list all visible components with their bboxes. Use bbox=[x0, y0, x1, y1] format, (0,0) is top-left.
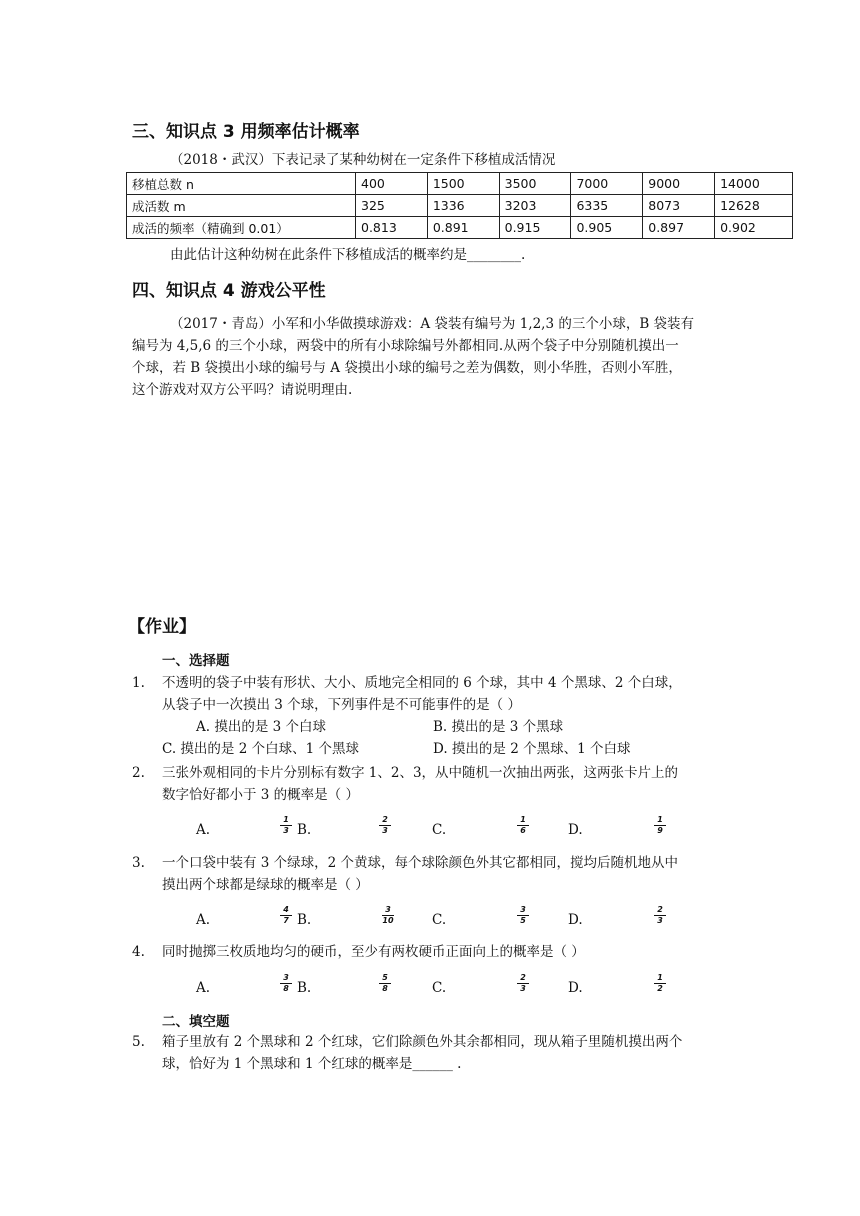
option-d: D. 摸出的是 2 个黑球、1 个白球 bbox=[433, 741, 631, 757]
option-c: C. bbox=[432, 912, 447, 928]
question-number: 2. bbox=[132, 765, 145, 781]
part-2-heading: 二、填空题 bbox=[162, 1014, 230, 1030]
question-text: 箱子里放有 2 个黑球和 2 个红球，它们除颜色外其余都相同，现从箱子里随机摸出两个 bbox=[162, 1034, 683, 1050]
table-cell: 14000 bbox=[715, 173, 793, 195]
table-cell: 8073 bbox=[643, 195, 715, 217]
fraction: 2 3 bbox=[379, 816, 391, 835]
question-number: 4. bbox=[132, 944, 145, 960]
table-cell: 400 bbox=[356, 173, 428, 195]
fraction: 1 9 bbox=[654, 816, 666, 835]
option-a: A. bbox=[196, 980, 211, 996]
question-text: 三张外观相同的卡片分别标有数字 1、2、3，从中随机一次抽出两张，这两张卡片上的 bbox=[162, 765, 679, 781]
question-text: 数字恰好都小于 3 的概率是（ ） bbox=[162, 787, 359, 803]
fraction: 1 2 bbox=[654, 974, 666, 993]
option-a: A. bbox=[196, 822, 211, 838]
question-text: 从袋子中一次摸出 3 个球，下列事件是不可能事件的是（ ） bbox=[162, 697, 521, 713]
table-cell: 325 bbox=[356, 195, 428, 217]
table-cell: 成活数 m bbox=[127, 195, 356, 217]
table-cell: 0.905 bbox=[571, 217, 643, 239]
table-cell: 9000 bbox=[643, 173, 715, 195]
table-cell: 3203 bbox=[499, 195, 571, 217]
fraction: 3 8 bbox=[280, 974, 292, 993]
option-c: C. bbox=[432, 822, 447, 838]
option-d: D. bbox=[568, 912, 583, 928]
option-b: B. 摸出的是 3 个黑球 bbox=[433, 719, 564, 735]
option-b: B. bbox=[297, 980, 312, 996]
question-text: 摸出两个球都是绿球的概率是（ ） bbox=[162, 877, 369, 893]
table-cell: 12628 bbox=[715, 195, 793, 217]
table-row bbox=[127, 173, 793, 195]
fraction: 1 6 bbox=[517, 816, 529, 835]
table-row bbox=[127, 195, 793, 217]
fraction: 2 3 bbox=[654, 906, 666, 925]
part-1-heading: 一、选择题 bbox=[162, 653, 230, 669]
fraction: 2 3 bbox=[517, 974, 529, 993]
section-4-line: 这个游戏对双方公平吗？请说明理由. bbox=[132, 382, 353, 398]
section-3-title: 三、知识点 3 用频率估计概率 bbox=[132, 122, 360, 142]
option-b: B. bbox=[297, 822, 312, 838]
section-4-line: 编号为 4,5,6 的三个小球，两袋中的所有小球除编号外都相同.从两个袋子中分别随机摸出一 bbox=[132, 338, 679, 354]
option-d: D. bbox=[568, 980, 583, 996]
table-cell: 1336 bbox=[427, 195, 499, 217]
table-cell: 6335 bbox=[571, 195, 643, 217]
option-a: A. 摸出的是 3 个白球 bbox=[196, 719, 327, 735]
table-cell: 0.891 bbox=[427, 217, 499, 239]
option-c: C. bbox=[432, 980, 447, 996]
fraction: 1 3 bbox=[280, 816, 292, 835]
table-cell: 7000 bbox=[571, 173, 643, 195]
question-text: 一个口袋中装有 3 个绿球，2 个黄球，每个球除颜色外其它都相同，搅均后随机地从中 bbox=[162, 855, 679, 871]
fraction: 3 10 bbox=[382, 905, 394, 925]
homework-title: 【作业】 bbox=[128, 617, 196, 637]
table-cell: 1500 bbox=[427, 173, 499, 195]
table-cell: 移植总数 n bbox=[127, 173, 356, 195]
table-cell: 0.897 bbox=[643, 217, 715, 239]
fraction: 4 7 bbox=[280, 906, 292, 925]
section-4-line: （2017・青岛）小军和小华做摸球游戏：A 袋装有编号为 1,2,3 的三个小球，B 袋装有 bbox=[170, 316, 695, 332]
question-number: 1. bbox=[132, 675, 145, 691]
question-number: 5. bbox=[132, 1034, 145, 1050]
option-c: C. 摸出的是 2 个白球、1 个黑球 bbox=[162, 741, 359, 757]
table-cell: 0.813 bbox=[356, 217, 428, 239]
section-4-line: 个球，若 B 袋摸出小球的编号与 A 袋摸出小球的编号之差为偶数，则小华胜，否则小军胜， bbox=[132, 360, 682, 376]
table-cell: 3500 bbox=[499, 173, 571, 195]
option-d: D. bbox=[568, 822, 583, 838]
survival-table bbox=[126, 172, 793, 239]
question-text: 不透明的袋子中装有形状、大小、质地完全相同的 6 个球，其中 4 个黑球、2 个白球， bbox=[162, 675, 682, 691]
fraction: 3 5 bbox=[517, 906, 529, 925]
section-3-intro: （2018・武汉）下表记录了某种幼树在一定条件下移植成活情况 bbox=[170, 152, 556, 168]
table-cell: 0.902 bbox=[715, 217, 793, 239]
question-text: 球，恰好为 1 个黑球和 1 个红球的概率是______ . bbox=[162, 1056, 462, 1072]
section-4-title: 四、知识点 4 游戏公平性 bbox=[132, 281, 326, 301]
option-a: A. bbox=[196, 912, 211, 928]
table-cell: 0.915 bbox=[499, 217, 571, 239]
option-b: B. bbox=[297, 912, 312, 928]
question-text: 同时抛掷三枚质地均匀的硬币，至少有两枚硬币正面向上的概率是（ ） bbox=[162, 944, 585, 960]
table-row bbox=[127, 217, 793, 239]
table-cell: 成活的频率（精确到 0.01） bbox=[127, 217, 356, 239]
fraction: 5 8 bbox=[379, 974, 391, 993]
section-3-conclusion: 由此估计这种幼树在此条件下移植成活的概率约是________. bbox=[170, 247, 526, 263]
question-number: 3. bbox=[132, 855, 145, 871]
